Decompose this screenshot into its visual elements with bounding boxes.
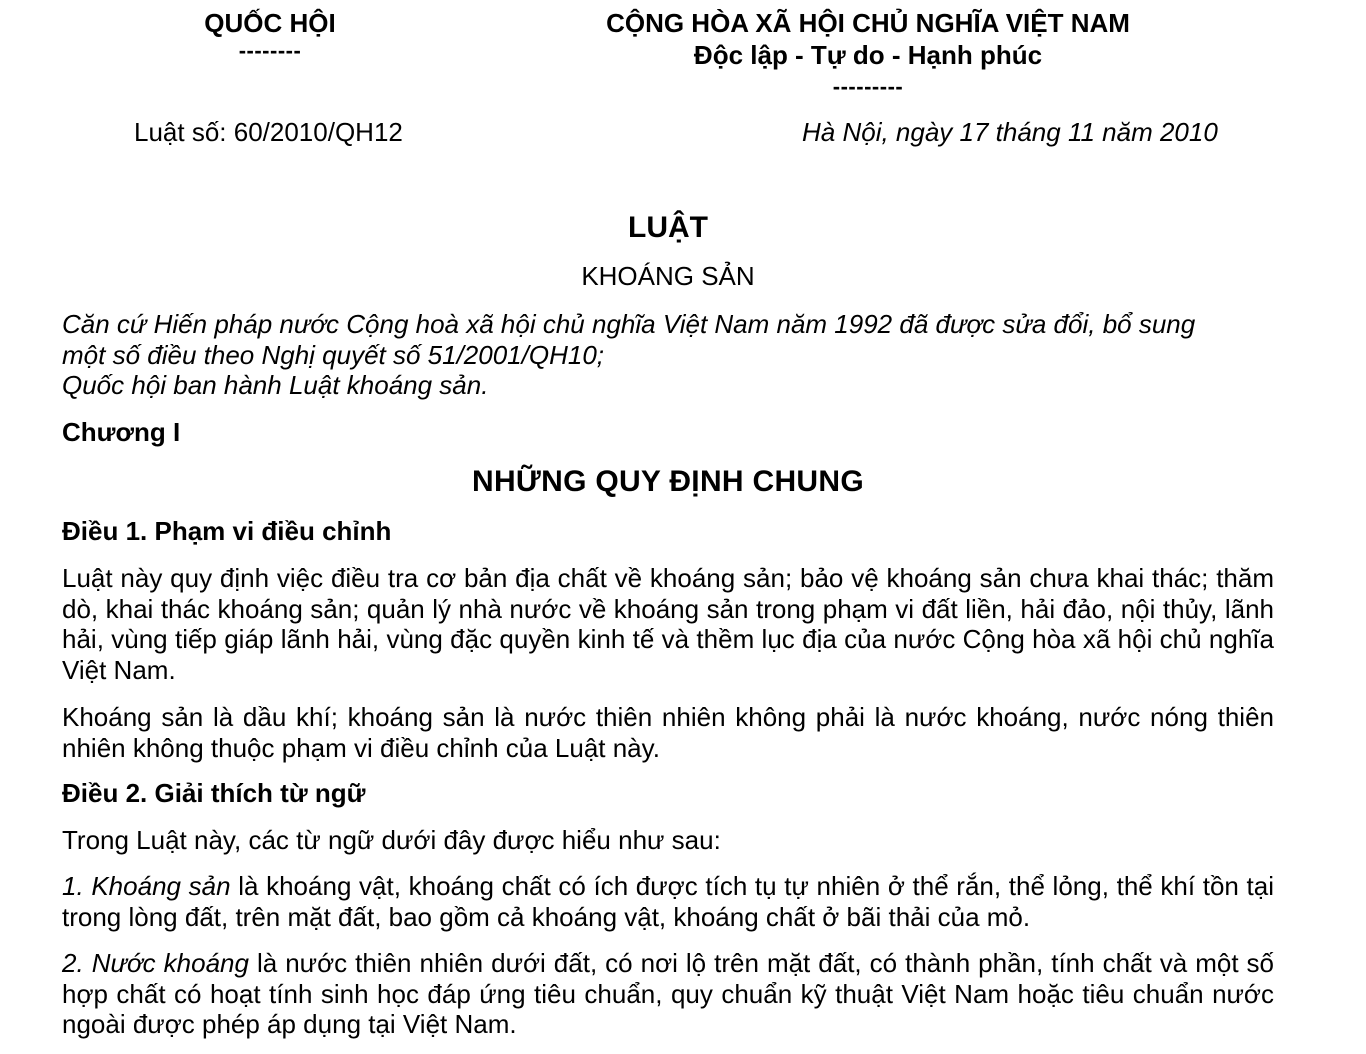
article-2-heading: Điều 2. Giải thích từ ngữ bbox=[62, 778, 366, 808]
law-number: Luật số: 60/2010/QH12 bbox=[134, 117, 403, 147]
preamble-line: Căn cứ Hiến pháp nước Cộng hoà xã hội chủ nghĩa Việt Nam năm 1992 đã được sửa đổi, bổ sung bbox=[62, 309, 1196, 339]
definition-item bbox=[62, 871, 1274, 932]
article-1-paragraph: Luật này quy định việc điều tra cơ bản địa chất về khoáng sản; bảo vệ khoáng sản chưa khai thác; thăm dò, khai thác khoáng sản; quản lý nhà nước về khoáng sản trong phạm vi đất liền, hải đảo, nội thủy, lãnh hải, vùng tiếp giáp lãnh hải, vùng đặc quyền kinh tế và thềm lục địa của nước Cộng hòa xã hội chủ nghĩa Việt Nam. bbox=[62, 563, 1274, 685]
issuer-divider: -------- bbox=[238, 38, 302, 63]
article-1-heading: Điều 1. Phạm vi điều chỉnh bbox=[62, 516, 392, 546]
chapter-label: Chương I bbox=[62, 417, 181, 447]
issuer-name: QUỐC HỘI bbox=[204, 8, 336, 38]
definition-term: Khoáng sản bbox=[91, 871, 231, 901]
document-name: KHOÁNG SẢN bbox=[581, 261, 755, 291]
nation-block bbox=[560, 8, 1176, 100]
chapter-title: NHỮNG QUY ĐỊNH CHUNG bbox=[471, 465, 864, 498]
document-title-block bbox=[62, 211, 1274, 291]
definition-text: là nước thiên nhiên dưới đất, có nơi lộ trên mặt đất, có thành phần, tính chất và một số hợp chất có hoạt tính sinh học đáp ứng tiêu chuẩn, quy chuẩn kỹ thuật Việt Nam hoặc tiêu chuẩn nước ngoài được phép áp dụng tại Việt Nam. bbox=[62, 948, 1274, 1039]
preamble-line: Quốc hội ban hành Luật khoáng sản. bbox=[62, 370, 489, 400]
preamble bbox=[62, 309, 1274, 401]
article-2-intro: Trong Luật này, các từ ngữ dưới đây được hiểu như sau: bbox=[62, 825, 721, 855]
definition-item bbox=[62, 948, 1274, 1040]
issuer-block bbox=[120, 8, 420, 64]
motto-divider: --------- bbox=[832, 74, 904, 99]
definition-term: Nước khoáng bbox=[91, 948, 249, 978]
definition-text: là khoáng vật, khoáng chất có ích được tích tụ tự nhiên ở thể rắn, thể lỏng, thể khí tồn tại trong lòng đất, trên mặt đất, bao gồm cả khoáng vật, khoáng chất ở bãi thải của mỏ. bbox=[62, 871, 1274, 932]
definition-number: 2. bbox=[62, 948, 84, 978]
nation-name: CỘNG HÒA XÃ HỘI CHỦ NGHĨA VIỆT NAM bbox=[606, 8, 1130, 38]
place-date: Hà Nội, ngày 17 tháng 11 năm 2010 bbox=[802, 117, 1218, 147]
article-1-paragraph: Khoáng sản là dầu khí; khoáng sản là nước thiên nhiên không phải là nước khoáng, nước nóng thiên nhiên không thuộc phạm vi điều chỉnh của Luật này. bbox=[62, 702, 1274, 763]
preamble-line: một số điều theo Nghị quyết số 51/2001/QH10; bbox=[62, 339, 605, 370]
document-title: LUẬT bbox=[628, 211, 708, 244]
definition-number: 1. bbox=[62, 871, 84, 901]
national-motto: Độc lập - Tự do - Hạnh phúc bbox=[693, 40, 1043, 70]
